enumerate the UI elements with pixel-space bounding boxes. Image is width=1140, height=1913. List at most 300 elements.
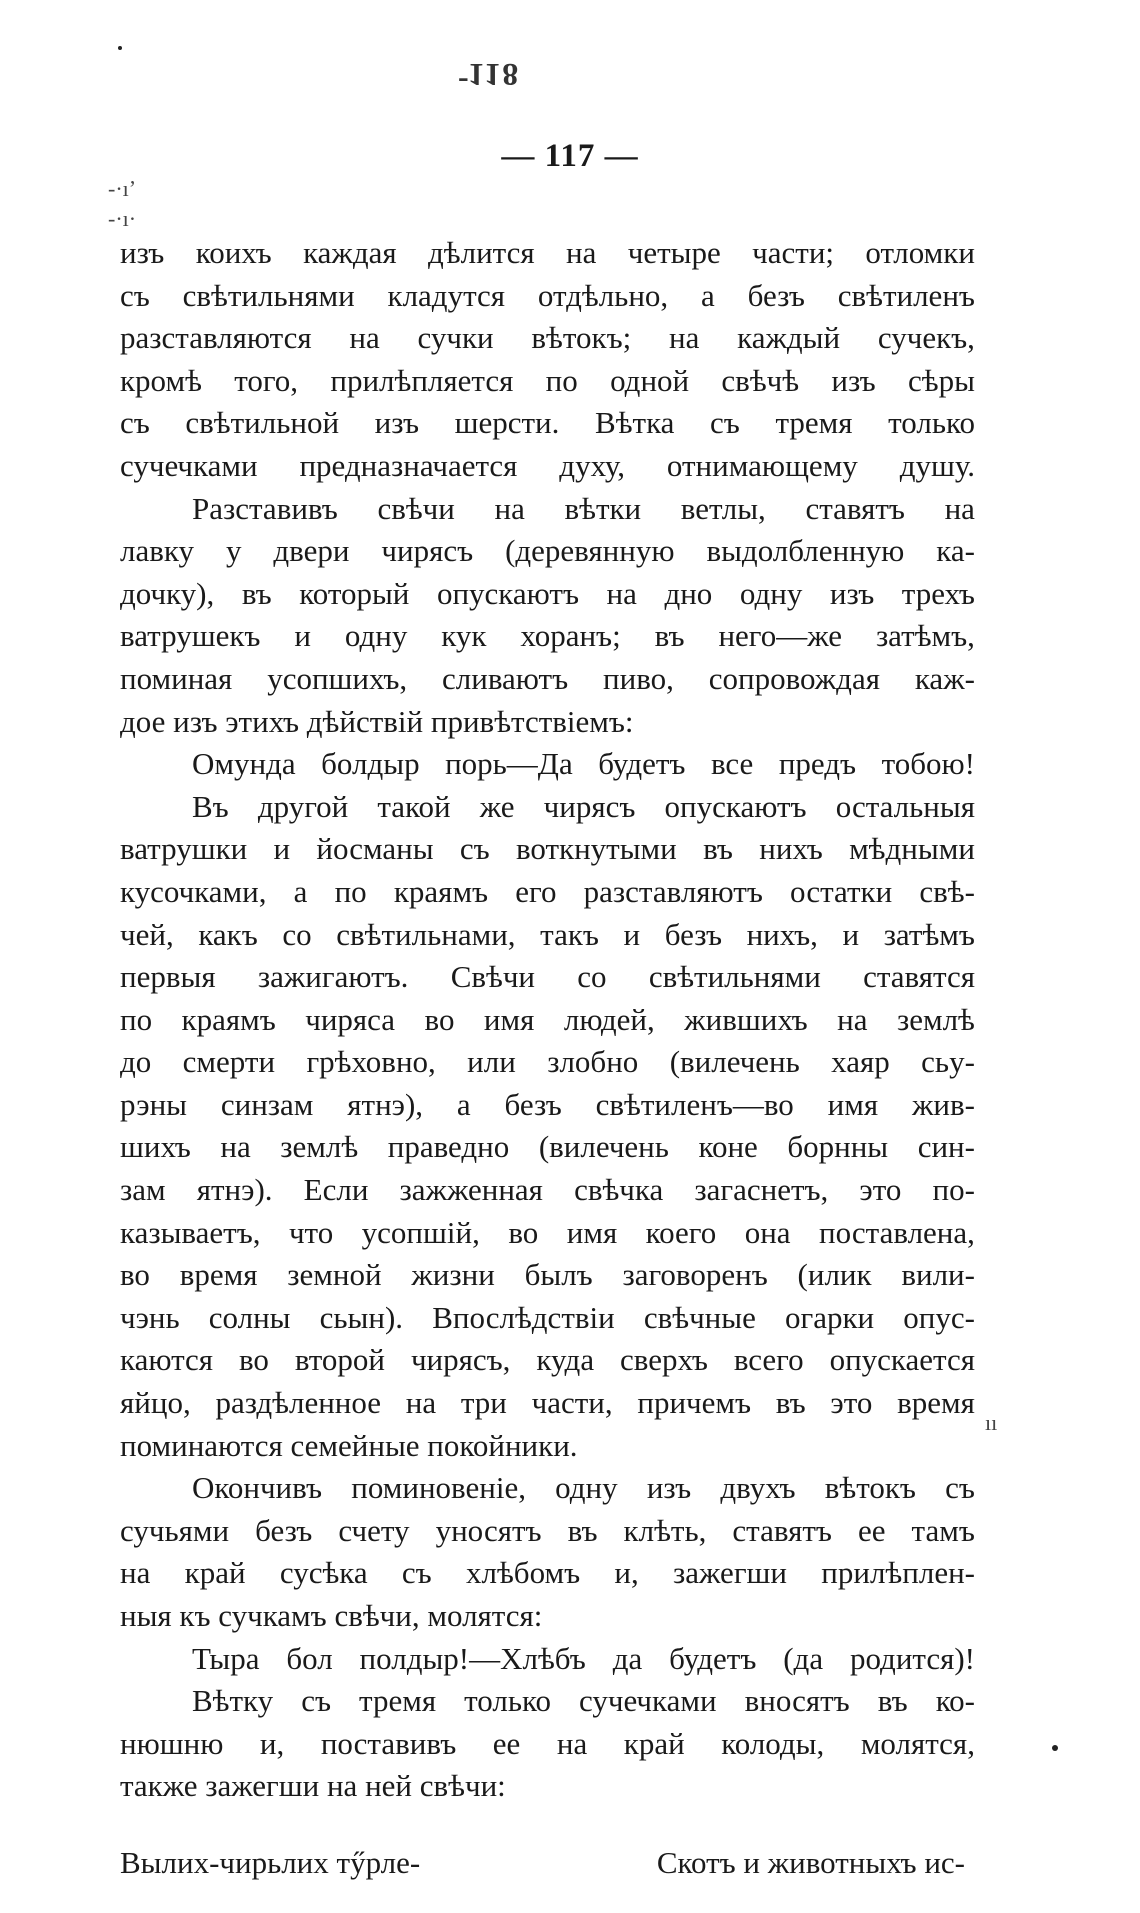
- text-line: [120, 1169, 975, 1212]
- word: разставляютъ: [583, 873, 763, 909]
- word: счету: [338, 1512, 410, 1548]
- word: свѣтильнями: [648, 959, 821, 995]
- word: грѣховно,: [306, 1044, 436, 1080]
- word: вѣтки: [564, 490, 642, 526]
- text-line: [120, 786, 975, 829]
- word: загаснетъ,: [694, 1172, 829, 1208]
- word: краямъ: [181, 1001, 276, 1037]
- word: въ: [654, 618, 685, 654]
- word: чирясъ: [543, 788, 636, 824]
- word: людей,: [563, 1001, 655, 1037]
- word: сопровождая: [708, 660, 880, 696]
- word: дѣлится: [428, 235, 535, 270]
- word: каждый: [737, 320, 841, 356]
- word: который: [299, 575, 410, 611]
- word: будетъ: [598, 746, 686, 782]
- word: съ: [945, 1470, 975, 1506]
- word: свѣчка: [574, 1172, 664, 1208]
- word: сусѣка: [279, 1555, 368, 1591]
- word: прилѣплен-: [821, 1555, 975, 1591]
- word: (илик: [797, 1257, 872, 1293]
- word: коихъ: [195, 235, 272, 270]
- word: былъ: [524, 1257, 593, 1293]
- word: изъ: [374, 405, 420, 441]
- bleed-through-mark: -·ı·: [108, 206, 137, 231]
- word: изъ: [646, 1470, 692, 1506]
- word: во: [424, 1001, 455, 1037]
- word: тремя: [359, 1683, 437, 1719]
- word: на: [349, 320, 380, 356]
- word: сучекъ,: [877, 320, 975, 356]
- word: ставятся: [863, 959, 975, 995]
- text-line: [120, 445, 975, 488]
- word: на: [556, 1725, 588, 1761]
- word: съ: [301, 1683, 332, 1719]
- word: двухъ: [720, 1470, 796, 1506]
- word: родится)!: [849, 1640, 975, 1676]
- word: порь—Да: [445, 746, 573, 782]
- word: хлѣбомъ: [466, 1555, 581, 1591]
- word: зажегши: [673, 1555, 787, 1591]
- word: такъ: [540, 916, 599, 952]
- word: такой: [377, 788, 451, 824]
- word: второй: [294, 1342, 385, 1378]
- word: (деревянную: [505, 533, 675, 569]
- word: одну: [344, 618, 408, 654]
- word: хаяр: [831, 1044, 890, 1080]
- text-line: [120, 1382, 975, 1425]
- word: опус-: [903, 1299, 975, 1335]
- word: чэнь: [120, 1299, 180, 1335]
- text-line: [120, 1339, 975, 1382]
- word: и: [273, 831, 291, 867]
- word: кусочками,: [120, 873, 267, 909]
- word: у: [225, 533, 242, 569]
- word: коего: [645, 1214, 717, 1250]
- word: на: [944, 490, 975, 526]
- word: предъ: [778, 746, 857, 782]
- word: молятся,: [860, 1725, 975, 1761]
- word: Свѣчи: [450, 959, 536, 995]
- word: землѣ: [896, 1001, 975, 1037]
- word: того,: [234, 362, 299, 398]
- word: изъ: [831, 362, 876, 398]
- text-line: [120, 402, 975, 445]
- word: другой: [257, 788, 349, 824]
- word: ко-: [935, 1683, 975, 1719]
- word: Если: [303, 1172, 369, 1208]
- word: свѣтильнями: [182, 277, 355, 313]
- margin-dot: [1052, 1745, 1058, 1751]
- word: во: [239, 1342, 269, 1378]
- word: край: [623, 1725, 685, 1761]
- word: одну: [555, 1470, 618, 1506]
- word: ятнэ).: [196, 1172, 273, 1208]
- word: въ: [703, 831, 733, 867]
- word: Окончивъ: [192, 1470, 323, 1506]
- word: смерти: [182, 1044, 276, 1080]
- word: изъ: [829, 575, 875, 611]
- text-line: [120, 360, 975, 403]
- word: пиво,: [603, 660, 674, 696]
- text-line: [120, 1084, 975, 1127]
- word: тремя: [775, 405, 853, 441]
- word: опускаютъ: [436, 575, 579, 611]
- word: ставятъ: [732, 1512, 832, 1548]
- word: по-: [932, 1172, 975, 1208]
- word: сучьями: [120, 1512, 230, 1548]
- word: вѣтокъ: [824, 1470, 916, 1506]
- word: лавку: [120, 533, 194, 569]
- bleed-through-mark: -·ıʼ: [108, 176, 137, 201]
- text-line: [120, 658, 975, 701]
- word: солны: [208, 1299, 291, 1335]
- word: время: [179, 1257, 258, 1293]
- word: усопшій,: [361, 1214, 480, 1250]
- word: Разставивъ: [192, 490, 338, 526]
- word: отломки: [865, 235, 975, 270]
- word: зажженная: [399, 1172, 543, 1208]
- word: имя: [566, 1214, 618, 1250]
- word: син-: [917, 1129, 975, 1165]
- word: воткнутыми: [515, 831, 677, 867]
- word: свѣчи: [377, 490, 455, 526]
- word: поставлена,: [819, 1214, 975, 1250]
- word: жившихъ: [684, 1001, 808, 1037]
- word: это: [859, 1172, 902, 1208]
- word: и: [623, 916, 641, 952]
- word: или: [467, 1044, 516, 1080]
- word: ватрушки: [120, 831, 248, 867]
- word: предназначается: [299, 447, 518, 483]
- word: каждая: [303, 235, 397, 270]
- word: хоранъ;: [520, 618, 621, 654]
- word: свѣтиленъ: [837, 277, 975, 313]
- text-line: [120, 1467, 975, 1510]
- word: по: [120, 1001, 153, 1037]
- word: до: [120, 1044, 152, 1080]
- text-line: [120, 956, 975, 999]
- word: зам: [120, 1172, 166, 1208]
- word: шерсти.: [454, 405, 560, 441]
- text-line: [120, 1254, 975, 1297]
- word: со: [282, 916, 312, 952]
- word: усопшихъ,: [267, 660, 408, 696]
- word: чирясъ: [381, 533, 474, 569]
- word: (вилечень: [669, 1044, 800, 1080]
- word: нихъ,: [746, 916, 818, 952]
- text-line: [120, 743, 975, 786]
- word: зажигаютъ.: [257, 959, 409, 995]
- word: кромѣ: [120, 362, 202, 398]
- word: (вилечень: [538, 1129, 669, 1165]
- word: тамъ: [911, 1512, 975, 1548]
- word: кук: [441, 618, 487, 654]
- word: поминая: [120, 660, 233, 696]
- word: будетъ: [669, 1640, 757, 1676]
- word: на: [837, 1001, 868, 1037]
- word: на: [606, 575, 637, 611]
- verse-columns: [120, 1842, 965, 1885]
- word: сверхъ: [620, 1342, 708, 1378]
- word: остатки: [790, 873, 893, 909]
- word: сучечками: [579, 1683, 717, 1719]
- text-line: поминаются семейные покойники.: [120, 1427, 578, 1463]
- word: чей,: [120, 916, 174, 952]
- text-line: [120, 1126, 975, 1169]
- word: праведно: [387, 1129, 510, 1165]
- word: его: [515, 873, 557, 909]
- word: огарки: [785, 1299, 875, 1335]
- word: ее: [492, 1725, 521, 1761]
- word: дочку),: [120, 575, 215, 611]
- word: рэны: [120, 1086, 187, 1122]
- text-line: [120, 1297, 975, 1340]
- word: имя: [827, 1086, 879, 1122]
- word: духу,: [559, 447, 626, 483]
- word: въ: [567, 1512, 598, 1548]
- word: ятнэ),: [347, 1086, 424, 1122]
- word: свѣтиленъ—во: [595, 1086, 794, 1122]
- word: ка-: [936, 533, 975, 569]
- spacer: [120, 1808, 975, 1828]
- word: яйцо,: [120, 1385, 191, 1421]
- word: нюшню: [120, 1725, 224, 1761]
- text-line: [120, 317, 975, 360]
- word: жизни: [411, 1257, 495, 1293]
- word: полдыр!—Хлѣбъ: [359, 1640, 586, 1676]
- word: остальныя: [835, 788, 975, 824]
- word: съ: [459, 831, 490, 867]
- word: въ: [775, 1385, 806, 1421]
- word: сьу-: [921, 1044, 975, 1080]
- word: безъ: [747, 277, 805, 313]
- word: только: [888, 405, 975, 441]
- word: земной: [287, 1257, 382, 1293]
- word: затѣмъ,: [875, 618, 975, 654]
- word: Впослѣдствіи: [432, 1299, 615, 1335]
- word: и,: [614, 1555, 639, 1591]
- margin-dot: [118, 46, 122, 50]
- word: сѣры: [908, 362, 975, 398]
- word: свѣчѣ: [721, 362, 800, 398]
- body-text: [120, 232, 975, 1885]
- word: нихъ: [759, 831, 823, 867]
- word: поминовеніе,: [351, 1470, 526, 1506]
- word: синзам: [220, 1086, 314, 1122]
- text-line: [120, 1041, 975, 1084]
- word: заговоренъ: [622, 1257, 768, 1293]
- word: раздѣленное: [215, 1385, 382, 1421]
- word: а: [293, 873, 308, 909]
- word: прилѣпляется: [330, 362, 514, 398]
- bleed-through-dash: -: [458, 58, 469, 94]
- word: и: [294, 618, 311, 654]
- word: ветлы,: [680, 490, 766, 526]
- word: одну: [739, 575, 803, 611]
- word: опускается: [829, 1342, 975, 1378]
- word: въ: [241, 575, 272, 611]
- word: а: [456, 1086, 471, 1122]
- word: Въ: [192, 788, 229, 824]
- word: сучечками: [120, 447, 258, 483]
- word: кладутся: [387, 277, 506, 313]
- word: сучки: [417, 320, 494, 356]
- text-line: [120, 232, 975, 275]
- word: чиряса: [305, 1001, 396, 1037]
- text-line: [120, 1510, 975, 1553]
- word: Вѣтка: [595, 405, 675, 441]
- word: только: [464, 1683, 551, 1719]
- word: это: [830, 1385, 873, 1421]
- word: четыре: [627, 235, 721, 270]
- text-line: [120, 275, 975, 318]
- text-line: [120, 1552, 975, 1595]
- word: уносятъ: [435, 1512, 542, 1548]
- word: двери: [273, 533, 350, 569]
- word: мѣдными: [849, 831, 975, 867]
- word: сьын).: [319, 1299, 404, 1335]
- word: съ: [120, 405, 150, 441]
- word: что: [288, 1214, 334, 1250]
- word: во: [120, 1257, 150, 1293]
- word: поставивъ: [320, 1725, 457, 1761]
- word: вили-: [901, 1257, 975, 1293]
- page-number: — 117 —: [501, 138, 639, 174]
- word: свѣ-: [919, 873, 975, 909]
- word: Вѣтку: [192, 1683, 274, 1719]
- word: затѣмъ: [883, 916, 975, 952]
- text-line: [120, 828, 975, 871]
- word: все: [710, 746, 754, 782]
- word: и,: [259, 1725, 285, 1761]
- word: же: [479, 788, 515, 824]
- word: на: [566, 235, 597, 270]
- word: съ: [710, 405, 740, 441]
- text-line: также зажегши на ней свѣчи:: [120, 1768, 506, 1804]
- word: а: [701, 277, 715, 313]
- word: краямъ: [393, 873, 489, 909]
- word: каются: [120, 1342, 214, 1378]
- word: шихъ: [120, 1129, 191, 1165]
- word: и: [842, 916, 860, 952]
- word: него—же: [718, 618, 843, 654]
- word: въ: [877, 1683, 908, 1719]
- bleed-through-page-number: 118: [468, 57, 521, 93]
- word: свѣтильнами,: [336, 916, 516, 952]
- text-line: дое изъ этихъ дѣйствій привѣтствіемъ:: [120, 703, 634, 739]
- word: по: [545, 362, 578, 398]
- word: безъ: [504, 1086, 562, 1122]
- word: безъ: [255, 1512, 313, 1548]
- word: всего: [733, 1342, 804, 1378]
- text-line: [120, 573, 975, 616]
- word: на: [494, 490, 525, 526]
- word: казываетъ,: [120, 1214, 261, 1250]
- verse-left-column: Вылих-чирьлих тӳрле-: [120, 1844, 421, 1880]
- word: три: [460, 1385, 507, 1421]
- text-line: ныя къ сучкамъ свѣчи, молятся:: [120, 1598, 543, 1633]
- word: на: [405, 1385, 437, 1421]
- word: со: [577, 959, 607, 995]
- word: болдыр: [321, 746, 420, 782]
- word: жив-: [911, 1086, 975, 1122]
- word: выдолбленную: [706, 533, 905, 569]
- word: свѣтильной: [185, 405, 340, 441]
- word: куда: [536, 1342, 595, 1378]
- text-line: [120, 530, 975, 573]
- word: части,: [531, 1385, 613, 1421]
- word: первыя: [120, 959, 216, 995]
- word: свѣчные: [643, 1299, 756, 1335]
- word: съ: [401, 1555, 432, 1591]
- word: клѣть,: [623, 1512, 707, 1548]
- word: край: [184, 1555, 246, 1591]
- word: отдѣльно,: [537, 277, 669, 313]
- word: одной: [610, 362, 690, 398]
- word: на: [669, 320, 700, 356]
- word: дно: [664, 575, 713, 611]
- word: по: [334, 873, 367, 909]
- text-line: [120, 1212, 975, 1255]
- word: сливаютъ: [442, 660, 569, 696]
- word: отнимающему: [666, 447, 858, 483]
- text-line: [120, 615, 975, 658]
- word: (да: [783, 1640, 824, 1676]
- word: Тыра: [192, 1640, 260, 1676]
- word: на: [220, 1129, 251, 1165]
- word: разставляются: [120, 320, 312, 356]
- word: имя: [483, 1001, 535, 1037]
- text-line: [120, 914, 975, 957]
- word: ее: [857, 1512, 886, 1548]
- text-line: [120, 999, 975, 1042]
- word: опускаютъ: [664, 788, 807, 824]
- word: душу.: [899, 447, 975, 483]
- word: трехъ: [901, 575, 975, 611]
- text-line: [120, 488, 975, 531]
- word: борнны: [787, 1129, 889, 1165]
- verse-right-column: Скотъ и животныхъ ис-: [656, 1844, 965, 1880]
- word: изъ: [120, 235, 165, 270]
- word: какъ: [198, 916, 258, 952]
- bleed-through-mark: ıı: [985, 1410, 998, 1435]
- word: колоды,: [721, 1725, 825, 1761]
- word: да: [612, 1640, 643, 1676]
- word: каж-: [914, 660, 975, 696]
- word: на: [120, 1555, 151, 1591]
- word: злобно: [547, 1044, 639, 1080]
- word: вносятъ: [744, 1683, 850, 1719]
- word: коне: [698, 1129, 758, 1165]
- word: чирясъ,: [410, 1342, 511, 1378]
- word: вѣтокъ;: [531, 320, 632, 356]
- text-line: [120, 1638, 975, 1681]
- word: ватрушекъ: [120, 618, 261, 654]
- word: во: [508, 1214, 539, 1250]
- text-line: [120, 871, 975, 914]
- word: тобою!: [881, 746, 975, 782]
- word: время: [897, 1385, 975, 1421]
- word: безъ: [664, 916, 722, 952]
- text-line: [120, 1680, 975, 1723]
- word: бол: [286, 1640, 333, 1676]
- word: Омунда: [192, 746, 296, 782]
- word: землѣ: [280, 1129, 359, 1165]
- word: ставятъ: [805, 490, 905, 526]
- word: она: [744, 1214, 791, 1250]
- text-line: [120, 1723, 975, 1766]
